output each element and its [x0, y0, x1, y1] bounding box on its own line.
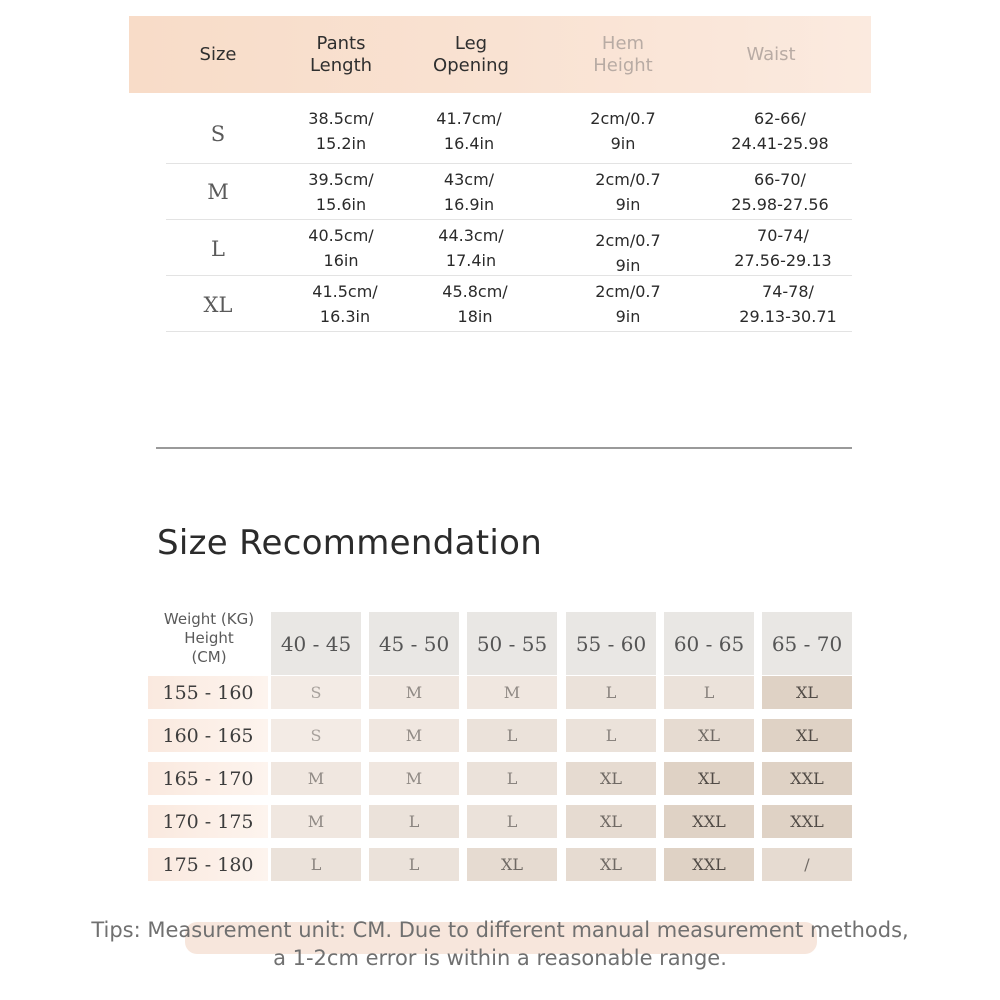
header-leg-opening: Leg Opening [433, 32, 509, 76]
size-cell: XL [566, 762, 656, 795]
size-cell: XL [566, 805, 656, 838]
height-label: 170 - 175 [148, 805, 268, 838]
size-cell: L [566, 676, 656, 709]
size-cell: XL [762, 676, 852, 709]
weight-header: 65 - 70 [762, 612, 852, 675]
size-label: L [211, 237, 225, 261]
size-cell: S [271, 676, 361, 709]
size-cell: XL [664, 719, 754, 752]
waist-value: 70-74/ 27.56-29.13 [734, 226, 832, 270]
hem-height-value: 2cm/0.7 9in [590, 109, 656, 153]
size-label: S [210, 122, 226, 146]
size-cell: XL [566, 848, 656, 881]
size-cell: M [369, 676, 459, 709]
weight-header: 40 - 45 [271, 612, 361, 675]
hem-height-value: 2cm/0.7 9in [595, 231, 661, 275]
size-cell: L [369, 805, 459, 838]
size-cell: L [467, 762, 557, 795]
weight-header: 50 - 55 [467, 612, 557, 675]
waist-value: 74-78/ 29.13-30.71 [739, 282, 837, 326]
pants-length-value: 38.5cm/ 15.2in [308, 109, 374, 153]
size-cell: M [369, 719, 459, 752]
size-cell: S [271, 719, 361, 752]
size-cell: / [762, 848, 852, 881]
size-cell: XL [467, 848, 557, 881]
header-hem-height: Hem Height [593, 32, 653, 76]
size-cell: L [369, 848, 459, 881]
size-cell: XXL [762, 805, 852, 838]
size-cell: M [369, 762, 459, 795]
size-cell: XXL [664, 848, 754, 881]
size-cell: XL [762, 719, 852, 752]
header-size: Size [199, 43, 237, 65]
size-cell: XL [664, 762, 754, 795]
leg-opening-value: 44.3cm/ 17.4in [438, 226, 504, 270]
pants-length-value: 41.5cm/ 16.3in [312, 282, 378, 326]
measurement-tips: Tips: Measurement unit: CM. Due to different manual measurement methods, a 1-2cm error is within a reasonable range. [91, 918, 909, 970]
pants-length-value: 39.5cm/ 15.6in [308, 170, 374, 214]
size-cell: L [271, 848, 361, 881]
size-cell: XXL [762, 762, 852, 795]
waist-value: 62-66/ 24.41-25.98 [731, 109, 829, 153]
weight-header: 60 - 65 [664, 612, 754, 675]
leg-opening-value: 43cm/ 16.9in [443, 170, 495, 214]
header-waist: Waist [746, 43, 796, 65]
size-cell: L [467, 719, 557, 752]
height-label: 165 - 170 [148, 762, 268, 795]
leg-opening-value: 41.7cm/ 16.4in [436, 109, 502, 153]
header-pants-length: Pants Length [309, 32, 373, 76]
pants-length-value: 40.5cm/ 16in [308, 226, 374, 270]
waist-value: 66-70/ 25.98-27.56 [731, 170, 829, 214]
size-cell: L [664, 676, 754, 709]
recommendation-title: Size Recommendation [157, 523, 543, 563]
size-label: XL [203, 293, 233, 317]
leg-opening-value: 45.8cm/ 18in [442, 282, 508, 326]
size-cell: M [271, 805, 361, 838]
weight-header: 55 - 60 [566, 612, 656, 675]
hem-height-value: 2cm/0.7 9in [595, 170, 661, 214]
size-cell: M [467, 676, 557, 709]
weight-header: 45 - 50 [369, 612, 459, 675]
size-cell: L [566, 719, 656, 752]
height-label: 155 - 160 [148, 676, 268, 709]
height-label: 175 - 180 [148, 848, 268, 881]
size-cell: L [467, 805, 557, 838]
weight-height-corner-label: Weight (KG) Height (CM) [163, 610, 255, 666]
size-cell: M [271, 762, 361, 795]
hem-height-value: 2cm/0.7 9in [595, 282, 661, 326]
height-label: 160 - 165 [148, 719, 268, 752]
section-divider [156, 447, 852, 449]
size-cell: XXL [664, 805, 754, 838]
size-label: M [207, 180, 229, 204]
